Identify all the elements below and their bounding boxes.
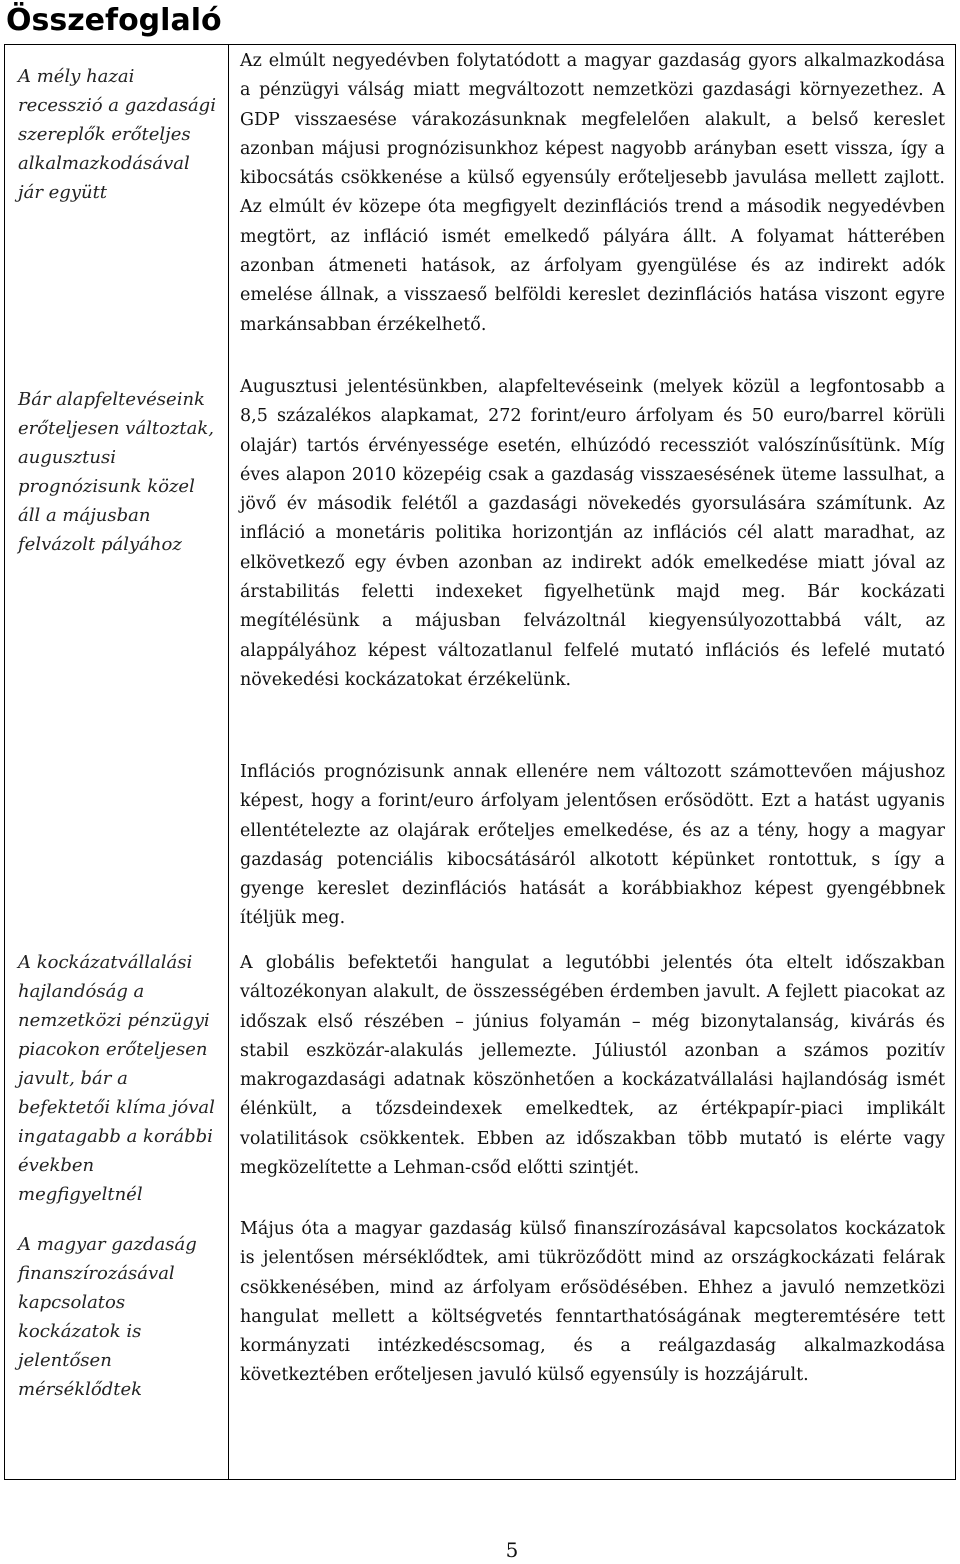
side-note: A magyar gazdaság finanszírozásával kapcsolatos kockázatok is jelentősen mérséklődtek xyxy=(18,1234,197,1400)
body-paragraph: Az elmúlt negyedévben folytatódott a magyar gazdaság gyors alkalmazkodása a pénzügyi válság miatt megváltozott nemzetközi gazdasági környezethez. A GDP visszaesése várakozásunknak megfelelően alakult, a belső kereslet azonban májusi prognózisunkhoz képest nagyobb arányban esett vissza, így a kibocsátás csökkenése a külső egyensúly erőteljesebb javulása mellett zajlott. Az elmúlt év közepe óta megfigyelt dezinflációs trend a második negyedévben megtört, az infláció ismét emelkedő pályára állt. A folyamat hátterében azonban átmeneti hatások, az árfolyam gyengülése és az indirekt adók emelése állnak, a visszaeső belföldi kereslet dezinflációs hatása viszont egyre markánsabban érzékelhető. xyxy=(240,51,945,335)
body-paragraph: A globális befektetői hangulat a legutóbbi jelentés óta eltelt időszakban változékonyan alakult, de összességében érdemben javult. A fejlett piacokat az időszak első részében – június folyamán – még bizonytalanság, kivárás és stabil eszközár-alakulás jellemezte. Júliustól azonban a számos pozitív makrogazdasági adatnak köszönhetően a kockázatvállalási hajlandóság ismét élénkült, a tőzsdeindexek emelkedtek, az értékpapír-piaci implikált volatilitások csökkentek. Ebben az időszakban több mutató is elérte vagy megközelítette a Lehman-csőd előtti szintjét. xyxy=(240,953,945,1179)
body-paragraph: Augusztusi jelentésünkben, alapfeltevéseink (melyek közül a legfontosabb a 8,5 százalékos alapkamat, 272 forint/euro árfolyam és 50 euro/barrel körüli olajár) tartós érvényessége esetén, elhúzódó recessziót valószínűsítünk. Míg éves alapon 2010 közepéig csak a gazdaság visszaesésének üteme lassulhat, a jövő év második felétől a gazdasági növekedés gyorsulására számítunk. Az infláció a monetáris politika horizontján az inflációs cél alatt maradhat, az elkövetkező egy évben azonban az indirekt adók emelkedése miatt jóval az árstabilitás feletti indexeket figyelhetünk majd meg. Bár kockázati megítélésünk a májusban felvázoltnál kiegyensúlyozottabbá vált, az alappályához képest változatlanul felfelé mutató inflációs és lefelé mutató növekedési kockázatokat érzékelünk. xyxy=(240,377,945,690)
body-paragraph: Inflációs prognózisunk annak ellenére nem változott számottevően májushoz képest, hogy a forint/euro árfolyam jelentősen erősödött. Ezt a hatást ugyanis ellentételezte az olajárak erőteljes emelkedése, és az a tény, hogy a magyar gazdaság potenciális kibocsátásáról alkotott képünket rontottuk, s így a gyenge kereslet dezinflációs hatását a korábbiakhoz képest gyengébbnek ítéljük meg. xyxy=(240,762,945,929)
side-note: A mély hazai recesszió a gazdasági szereplők erőteljes alkalmazkodásával jár együtt xyxy=(18,66,216,203)
side-note: A kockázatvállalási hajlandóság a nemzetközi pénzügyi piacokon erőteljesen javult, bár a befektetői klíma jóval ingatagabb a korábbi években megfigyeltnél xyxy=(18,952,215,1205)
page-title: Összefoglaló xyxy=(6,3,222,38)
side-note: Bár alapfeltevéseink erőteljesen változtak, augusztusi prognózisunk közel áll a májusban felvázolt pályához xyxy=(18,389,214,555)
body-paragraph: Május óta a magyar gazdaság külső finanszírozásával kapcsolatos kockázatok is jelentősen mérséklődtek, ami tükröződött mind az országkockázati felárak csökkenésében, mind az árfolyam erősödésében. Ehhez a javuló nemzetközi hangulat mellett a költségvetés fenntarthatóságának megteremtésére tett kormányzati intézkedéscsomag, és a reálgazdaság alkalmazkodása következtében erőteljesen javuló külső egyensúly is hozzájárult. xyxy=(240,1219,945,1386)
column-divider xyxy=(228,44,229,1480)
page-number: 5 xyxy=(505,1538,519,1562)
